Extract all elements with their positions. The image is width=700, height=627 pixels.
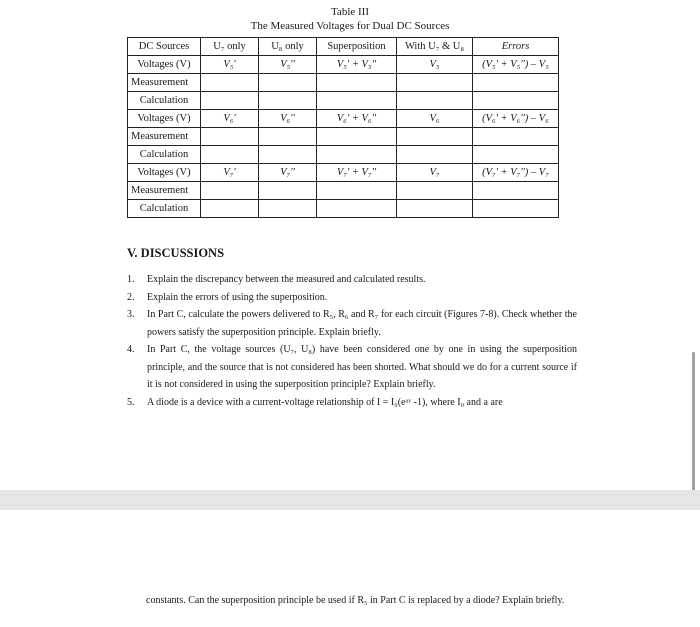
item-text: A diode is a device with a current-voltage relationship of I = I₀(eᵃᵛ -1), where I₀ and a are xyxy=(147,396,503,408)
table-cell xyxy=(201,182,259,200)
table-cell xyxy=(397,182,473,200)
table-cell xyxy=(317,200,397,218)
table-cell: V₆' + V₆'' xyxy=(317,110,397,128)
row-label: Measurement xyxy=(128,74,201,92)
table-cell xyxy=(317,74,397,92)
table-row xyxy=(128,110,559,128)
row-label: Calculation xyxy=(128,146,201,164)
table-cell xyxy=(397,92,473,110)
table-cell xyxy=(259,92,317,110)
table-row xyxy=(128,200,559,218)
table-cell xyxy=(473,92,559,110)
table-cell: V₇ xyxy=(397,164,473,182)
item-number: 3. xyxy=(127,309,135,320)
item-text: In Part C, the voltage sources (U₇, U₈) have been considered one by one in using the superposition principle, and the source that is not considered has been shorted. What should we do for a current source if it is not considered in using the superposition principle? Explain briefly. xyxy=(147,344,577,390)
header-u8-only: U₈ only xyxy=(259,38,317,56)
scrollbar[interactable] xyxy=(692,352,695,504)
table-cell: V₅ xyxy=(397,56,473,74)
table-cell: V₆'' xyxy=(259,110,317,128)
discussions-heading: V. DISCUSSIONS xyxy=(127,246,225,260)
item-number: 5. xyxy=(127,396,135,408)
table-cell xyxy=(397,200,473,218)
list-item xyxy=(127,341,577,394)
item-text: Explain the errors of using the superposition. xyxy=(147,291,328,303)
header-errors: Errors xyxy=(473,38,559,56)
table-cell xyxy=(473,128,559,146)
table-cell xyxy=(259,200,317,218)
continuation-text: constants. Can the superposition principle be used if R₅ in Part C is replaced by a diode? Explain briefly. xyxy=(146,595,565,606)
table-cell xyxy=(201,146,259,164)
table-title: The Measured Voltages for Dual DC Sources xyxy=(250,20,450,32)
table-cell: V₆ xyxy=(397,110,473,128)
table-cell xyxy=(397,128,473,146)
table-cell: (V₇' + V₇'') – V₇ xyxy=(473,164,559,182)
table-cell: V₇'' xyxy=(259,164,317,182)
header-superposition: Superposition xyxy=(317,38,397,56)
list-item xyxy=(127,306,577,341)
row-label: Calculation xyxy=(128,92,201,110)
table-cell xyxy=(259,74,317,92)
table-row xyxy=(128,56,559,74)
list-item xyxy=(127,394,577,412)
item-number: 4. xyxy=(127,344,135,355)
table-cell: (V₅' + V₅'') – V₅ xyxy=(473,56,559,74)
table-cell xyxy=(317,92,397,110)
table-cell xyxy=(201,128,259,146)
table-cell xyxy=(317,128,397,146)
table-cell xyxy=(201,92,259,110)
table-cell xyxy=(473,200,559,218)
header-with-both: With U₇ & U₈ xyxy=(397,38,473,56)
table-cell xyxy=(259,182,317,200)
table-row xyxy=(128,182,559,200)
table-cell xyxy=(317,182,397,200)
table-cell xyxy=(397,146,473,164)
table-row xyxy=(128,146,559,164)
item-text: Explain the discrepancy between the measured and calculated results. xyxy=(147,274,426,285)
table-row xyxy=(128,92,559,110)
measured-voltages-table xyxy=(127,37,559,218)
discussion-questions xyxy=(127,271,577,411)
table-row xyxy=(128,164,559,182)
discussions-section xyxy=(127,246,577,411)
table-cell: V₇' + V₇'' xyxy=(317,164,397,182)
item-text: In Part C, calculate the powers delivered to R₅, R₆ and R₇ for each circuit (Figures 7-8). Check whether the powers satisfy the superposition principle. Explain briefly. xyxy=(147,309,577,338)
header-dc-sources: DC Sources xyxy=(128,38,201,56)
table-cell xyxy=(259,128,317,146)
row-label: Measurement xyxy=(128,182,201,200)
table-number: Table III xyxy=(330,6,369,18)
table-cell xyxy=(397,74,473,92)
table-row xyxy=(128,74,559,92)
table-cell: (V₆' + V₆'') – V₆ xyxy=(473,110,559,128)
table-cell: V₅'' xyxy=(259,56,317,74)
row-label: Voltages (V) xyxy=(128,56,201,74)
list-item xyxy=(127,289,577,307)
table-cell xyxy=(473,74,559,92)
table-cell xyxy=(473,146,559,164)
table-cell xyxy=(201,74,259,92)
table-caption xyxy=(0,5,700,33)
table-row xyxy=(128,128,559,146)
header-u7-only: U₇ only xyxy=(201,38,259,56)
row-label: Voltages (V) xyxy=(128,164,201,182)
list-item xyxy=(127,271,577,289)
table-cell xyxy=(201,200,259,218)
table-cell xyxy=(317,146,397,164)
table-header-row xyxy=(128,38,559,56)
row-label: Calculation xyxy=(128,200,201,218)
table-cell: V₅' xyxy=(201,56,259,74)
table-cell: V₅' + V₅'' xyxy=(317,56,397,74)
table-cell xyxy=(259,146,317,164)
item-number: 2. xyxy=(127,291,135,303)
page-break xyxy=(0,490,700,510)
table-cell: V₇' xyxy=(201,164,259,182)
table-cell: V₆' xyxy=(201,110,259,128)
item-number: 1. xyxy=(127,274,135,285)
row-label: Measurement xyxy=(128,128,201,146)
table-cell xyxy=(473,182,559,200)
row-label: Voltages (V) xyxy=(128,110,201,128)
